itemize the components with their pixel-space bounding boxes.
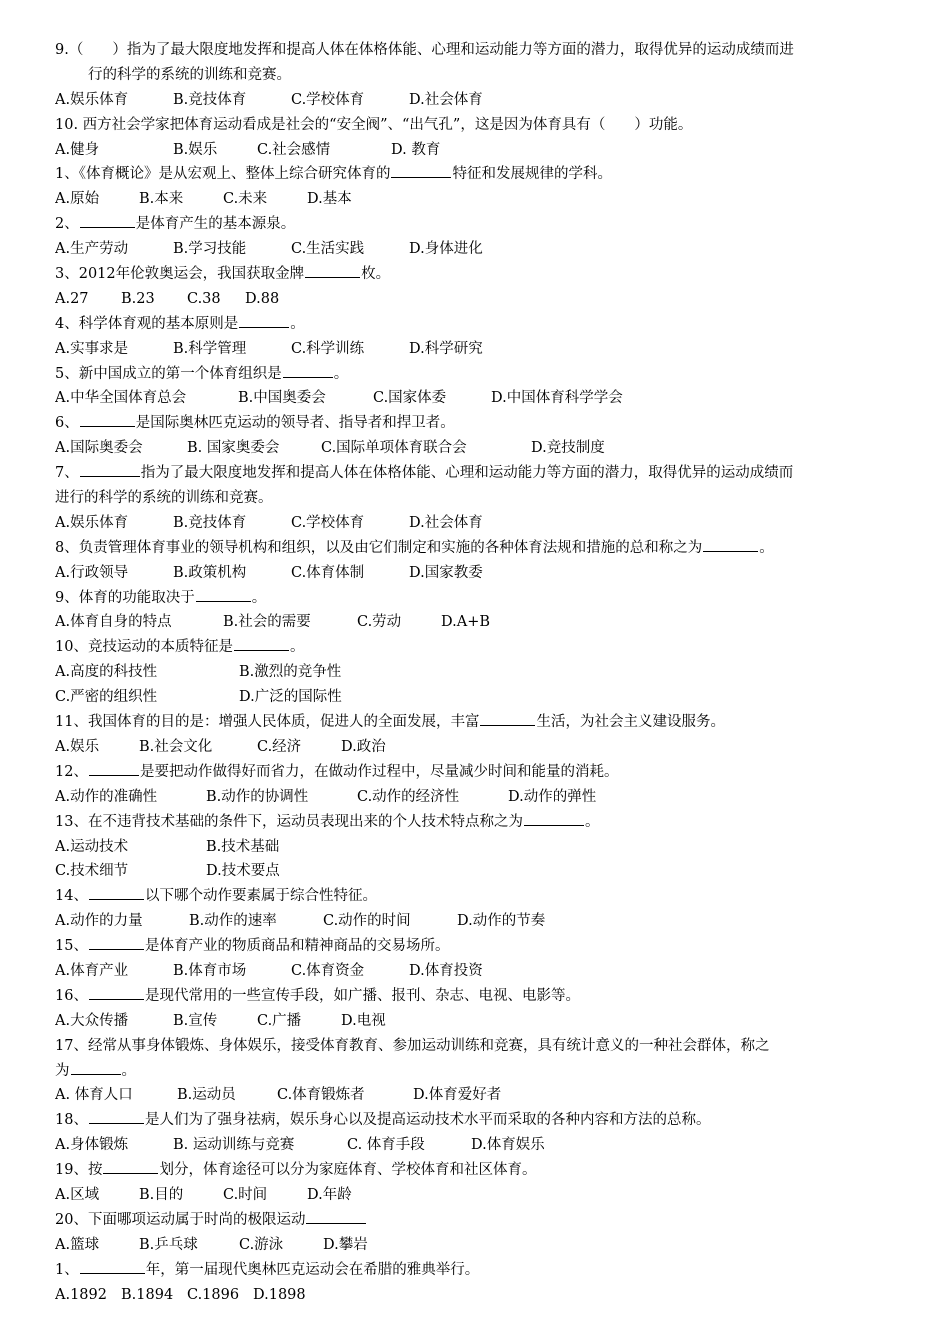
- option-c: C.学校体育: [291, 91, 365, 108]
- option-b: B.学习技能: [173, 241, 247, 258]
- question-text-pre: 5、新中国成立的第一个体育组织是: [55, 365, 282, 382]
- option-b: B.科学管理: [173, 340, 247, 357]
- option-c: C.1896: [187, 1286, 240, 1303]
- option-b: B.运动员: [177, 1087, 236, 1104]
- answer-blank: [80, 411, 135, 427]
- answer-blank: [283, 362, 333, 378]
- option-d: D.身体进化: [409, 241, 483, 258]
- option-a: A.原始: [55, 191, 100, 208]
- option-c: C.技术细节: [55, 863, 129, 880]
- answer-options: [55, 909, 900, 934]
- question-text-post: 是人们为了强身祛病，娱乐身心以及提高运动技术水平而采取的各种内容和方法的总称。: [144, 1112, 711, 1129]
- option-a: A.区域: [55, 1186, 100, 1203]
- answer-blank: [103, 1158, 158, 1174]
- answer-options: [55, 561, 900, 586]
- question-text-cont: [55, 1059, 900, 1084]
- option-a: A.高度的科技性: [55, 664, 158, 681]
- answer-options: [55, 1083, 900, 1108]
- option-c: C.动作的经济性: [357, 788, 460, 805]
- question-text-pre: 4、科学体育观的基本原则是: [55, 315, 239, 332]
- option-d: D.中国体育科学学会: [491, 390, 623, 407]
- option-d: D.88: [245, 290, 280, 307]
- question-text: [55, 212, 900, 237]
- question-text-pre: 9、体育的功能取决于: [55, 589, 195, 606]
- option-d: D.年龄: [307, 1186, 352, 1203]
- option-c: C.时间: [223, 1186, 268, 1203]
- question-text: [55, 810, 900, 835]
- question-text: 10. 西方社会学家把体育运动看成是社会的“安全阀”、“出气孔”，这是因为体育具有（ ）功能。: [55, 116, 693, 133]
- question-text-pre: 14、: [55, 888, 88, 905]
- option-b: B. 运动训练与竞赛: [173, 1137, 295, 1154]
- option-b: B.社会的需要: [223, 614, 311, 631]
- answer-options: [55, 610, 900, 635]
- answer-options: [55, 1233, 900, 1258]
- question-text-pre: 20、下面哪项运动属于时尚的极限运动: [55, 1211, 306, 1228]
- option-a: A.娱乐体育: [55, 514, 129, 531]
- option-c: C.游泳: [239, 1236, 284, 1253]
- option-d: D.政治: [341, 738, 386, 755]
- option-c: C.动作的时间: [323, 913, 411, 930]
- option-c: C.生活实践: [291, 241, 365, 258]
- answer-options: [55, 685, 900, 710]
- option-c: C.严密的组织性: [55, 689, 158, 706]
- question-text-post: 。: [759, 539, 774, 556]
- option-a: A.运动技术: [55, 838, 129, 855]
- question-text-post: 。: [121, 1062, 136, 1079]
- option-d: D.国家教委: [409, 564, 483, 581]
- answer-blank: [80, 461, 140, 477]
- question-text: [55, 362, 900, 387]
- option-d: D.体育投资: [409, 962, 483, 979]
- question-text: [55, 760, 900, 785]
- answer-blank: [71, 1059, 121, 1075]
- option-a: A.27: [55, 290, 89, 307]
- question-text: 9.（ ）指为了最大限度地发挥和提高人体在体格体能、心理和运动能力等方面的潜力，取得优异的运动成绩而进: [55, 42, 794, 58]
- answer-options: [55, 959, 900, 984]
- option-c: C.社会感情: [257, 141, 331, 158]
- question-text-pre: 1、《体育概论》是从宏观上、整体上综合研究体育的: [55, 166, 391, 183]
- option-b: B.激烈的竞争性: [239, 664, 342, 681]
- option-a: A.国际奥委会: [55, 440, 143, 457]
- question-text-post: 。: [290, 315, 305, 332]
- question-text-post: 是要把动作做得好而省力，在做动作过程中，尽量减少时间和能量的消耗。: [139, 763, 619, 780]
- question-text-post: 以下哪个动作要素属于综合性特征。: [144, 888, 377, 905]
- question-text-post: 。: [333, 365, 349, 382]
- option-d: D.社会体育: [409, 91, 483, 108]
- option-d: D.竞技制度: [531, 440, 605, 457]
- question-text-post: 。: [251, 589, 267, 606]
- question-text: [55, 586, 900, 611]
- question-text: [55, 635, 900, 660]
- option-b: B.目的: [139, 1186, 184, 1203]
- option-a: A.健身: [55, 141, 100, 158]
- option-c: C.体育锻炼者: [277, 1087, 365, 1104]
- option-a: A. 体育人口: [55, 1087, 133, 1104]
- question-text-pre: 16、: [55, 987, 88, 1004]
- option-c: C.劳动: [357, 614, 402, 631]
- answer-options: [55, 287, 900, 312]
- answer-options: [55, 1283, 900, 1308]
- option-b: B.体育市场: [173, 962, 247, 979]
- option-b: B.本来: [139, 191, 184, 208]
- option-d: D.体育爱好者: [413, 1087, 502, 1104]
- question-text-post: 是国际奥林匹克运动的领导者、指导者和捍卫者。: [135, 415, 455, 432]
- question-text-pre: 3、2012年伦敦奥运会，我国获取金牌: [55, 266, 305, 283]
- option-b: B.动作的速率: [189, 913, 277, 930]
- question-text-pre: 7、: [55, 465, 79, 482]
- option-b: B.社会文化: [139, 738, 213, 755]
- answer-options: [55, 511, 900, 536]
- option-d: D.社会体育: [409, 514, 483, 531]
- question-text-post: 是体育产生的基本源泉。: [135, 216, 296, 233]
- answer-blank: [305, 262, 360, 278]
- question-text-pre: 1、: [55, 1261, 79, 1278]
- answer-blank: [480, 710, 535, 726]
- option-b: B.动作的协调性: [206, 788, 309, 805]
- question-text: [55, 984, 900, 1009]
- question-text: [55, 710, 900, 735]
- answer-options: [55, 785, 900, 810]
- option-c: C.经济: [257, 738, 302, 755]
- answer-blank: [80, 212, 135, 228]
- question-text: [55, 884, 900, 909]
- question-text-cont: 进行的科学的系统的训练和竞赛。: [55, 490, 273, 507]
- question-text-pre: 19、按: [55, 1162, 103, 1179]
- option-c: C.体育体制: [291, 564, 365, 581]
- option-a: A.实事求是: [55, 340, 129, 357]
- answer-options: [55, 1183, 900, 1208]
- answer-options: [55, 237, 900, 262]
- option-a: A.生产劳动: [55, 241, 129, 258]
- option-d: D.基本: [307, 191, 352, 208]
- option-b: B.竞技体育: [173, 91, 247, 108]
- question-text-post: 。: [289, 639, 305, 656]
- question-text-post: 。: [584, 813, 600, 830]
- option-d: D.科学研究: [409, 340, 483, 357]
- option-b: B.宣传: [173, 1012, 218, 1029]
- option-d: D.技术要点: [206, 863, 280, 880]
- answer-blank: [80, 1258, 145, 1274]
- option-a: A.大众传播: [55, 1012, 129, 1029]
- question-text-post: 是现代常用的一些宣传手段，如广播、报刊、杂志、电视、电影等。: [144, 987, 580, 1004]
- option-c: C.未来: [223, 191, 268, 208]
- question-text: [55, 934, 900, 959]
- option-a: A.动作的准确性: [55, 788, 158, 805]
- option-c: C.38: [187, 290, 221, 307]
- option-a: A.体育产业: [55, 962, 129, 979]
- option-a: A.娱乐体育: [55, 91, 129, 108]
- option-b: B.竞技体育: [173, 514, 247, 531]
- question-text-pre: 13、在不违背技术基础的条件下，运动员表现出来的个人技术特点称之为: [55, 813, 523, 830]
- option-b: B. 国家奥委会: [187, 440, 280, 457]
- option-b: B.技术基础: [206, 838, 280, 855]
- answer-options: [55, 88, 900, 113]
- option-d: D.广泛的国际性: [239, 689, 342, 706]
- answer-blank: [89, 984, 144, 1000]
- answer-options: [55, 436, 900, 461]
- option-d: D.A+B: [441, 614, 490, 631]
- option-a: A.娱乐: [55, 738, 100, 755]
- answer-blank: [524, 810, 584, 826]
- question-text-pre: 11、我国体育的目的是：增强人民体质，促进人的全面发展，丰富: [55, 714, 480, 731]
- answer-options: [55, 660, 900, 685]
- question-text: [55, 262, 900, 287]
- question-text-post: 枚。: [361, 266, 391, 283]
- question-text-pre: 18、: [55, 1112, 88, 1129]
- option-d: D.动作的节奏: [457, 913, 546, 930]
- exam-document: [55, 38, 900, 1307]
- option-c: C.国际单项体育联合会: [321, 440, 467, 457]
- question-text: [55, 536, 900, 561]
- option-d: D.电视: [341, 1012, 386, 1029]
- question-text-post: 指为了最大限度地发挥和提高人体在体格体能、心理和运动能力等方面的潜力，取得优异的运动成绩而: [140, 465, 794, 482]
- question-text-post: 生活，为社会主义建设服务。: [536, 714, 725, 731]
- answer-blank: [89, 884, 144, 900]
- answer-options: [55, 1009, 900, 1034]
- answer-options: [55, 1133, 900, 1158]
- answer-blank: [89, 760, 139, 776]
- question-text-post: 是体育产业的物质商品和精神商品的交易场所。: [144, 938, 450, 955]
- option-c: C.科学训练: [291, 340, 365, 357]
- answer-blank: [196, 586, 251, 602]
- option-d: D.动作的弹性: [508, 788, 597, 805]
- answer-options: [55, 835, 900, 860]
- option-d: D.体育娱乐: [471, 1137, 545, 1154]
- option-c: C.广播: [257, 1012, 302, 1029]
- answer-blank: [306, 1208, 366, 1224]
- answer-blank: [89, 1108, 144, 1124]
- option-a: A.篮球: [55, 1236, 100, 1253]
- question-text: [55, 461, 900, 486]
- option-d: D.1898: [253, 1286, 306, 1303]
- answer-options: [55, 337, 900, 362]
- answer-options: [55, 386, 900, 411]
- question-text-post: 特征和发展规律的学科。: [452, 166, 612, 183]
- answer-blank: [703, 536, 758, 552]
- option-c: C.国家体委: [373, 390, 447, 407]
- option-b: B.娱乐: [173, 141, 218, 158]
- answer-options: [55, 187, 900, 212]
- question-text: [55, 1108, 900, 1133]
- option-d: D. 教育: [391, 141, 441, 158]
- question-text: [55, 1258, 900, 1283]
- answer-options: [55, 735, 900, 760]
- answer-options: [55, 859, 900, 884]
- answer-blank: [391, 162, 451, 178]
- question-text-pre: 2、: [55, 216, 79, 233]
- option-c: C.体育资金: [291, 962, 365, 979]
- question-text-cont: 行的科学的系统的训练和竞赛。: [88, 66, 291, 83]
- question-text: [55, 312, 900, 337]
- question-text-pre: 6、: [55, 415, 79, 432]
- option-c: C.学校体育: [291, 514, 365, 531]
- option-a: A.动作的力量: [55, 913, 143, 930]
- question-text-post: 年，第一届现代奥林匹克运动会在希腊的雅典举行。: [145, 1261, 480, 1278]
- question-text: [55, 162, 900, 187]
- question-text-pre: 8、负责管理体育事业的领导机构和组织，以及由它们制定和实施的各种体育法规和措施的总和称之为: [55, 539, 703, 556]
- answer-blank: [234, 635, 289, 651]
- option-b: B.1894: [121, 1286, 174, 1303]
- option-a: A.中华全国体育总会: [55, 390, 187, 407]
- question-text: [55, 1158, 900, 1183]
- option-a: A.1892: [55, 1286, 107, 1303]
- option-b: B.23: [121, 290, 155, 307]
- question-text-pre: 15、: [55, 938, 88, 955]
- option-a: A.行政领导: [55, 564, 129, 581]
- question-text: [55, 411, 900, 436]
- question-text: 17、经常从事身体锻炼、身体娱乐，接受体育教育、参加运动训练和竞赛，具有统计意义的一种社会群体，称之: [55, 1037, 770, 1054]
- option-a: A.身体锻炼: [55, 1137, 129, 1154]
- question-text-pre: 12、: [55, 763, 88, 780]
- answer-blank: [239, 312, 289, 328]
- answer-options: [55, 138, 900, 163]
- option-b: B.政策机构: [173, 564, 247, 581]
- question-text-pre: 为: [55, 1062, 70, 1079]
- question-text-pre: 10、竞技运动的本质特征是: [55, 639, 233, 656]
- option-c: C. 体育手段: [347, 1137, 425, 1154]
- option-d: D.攀岩: [323, 1236, 368, 1253]
- option-a: A.体育自身的特点: [55, 614, 172, 631]
- option-b: B.乒乓球: [139, 1236, 198, 1253]
- question-text-post: 划分，体育途径可以分为家庭体育、学校体育和社区体育。: [159, 1162, 537, 1179]
- answer-blank: [89, 934, 144, 950]
- question-text: [55, 1208, 900, 1233]
- option-b: B.中国奥委会: [238, 390, 326, 407]
